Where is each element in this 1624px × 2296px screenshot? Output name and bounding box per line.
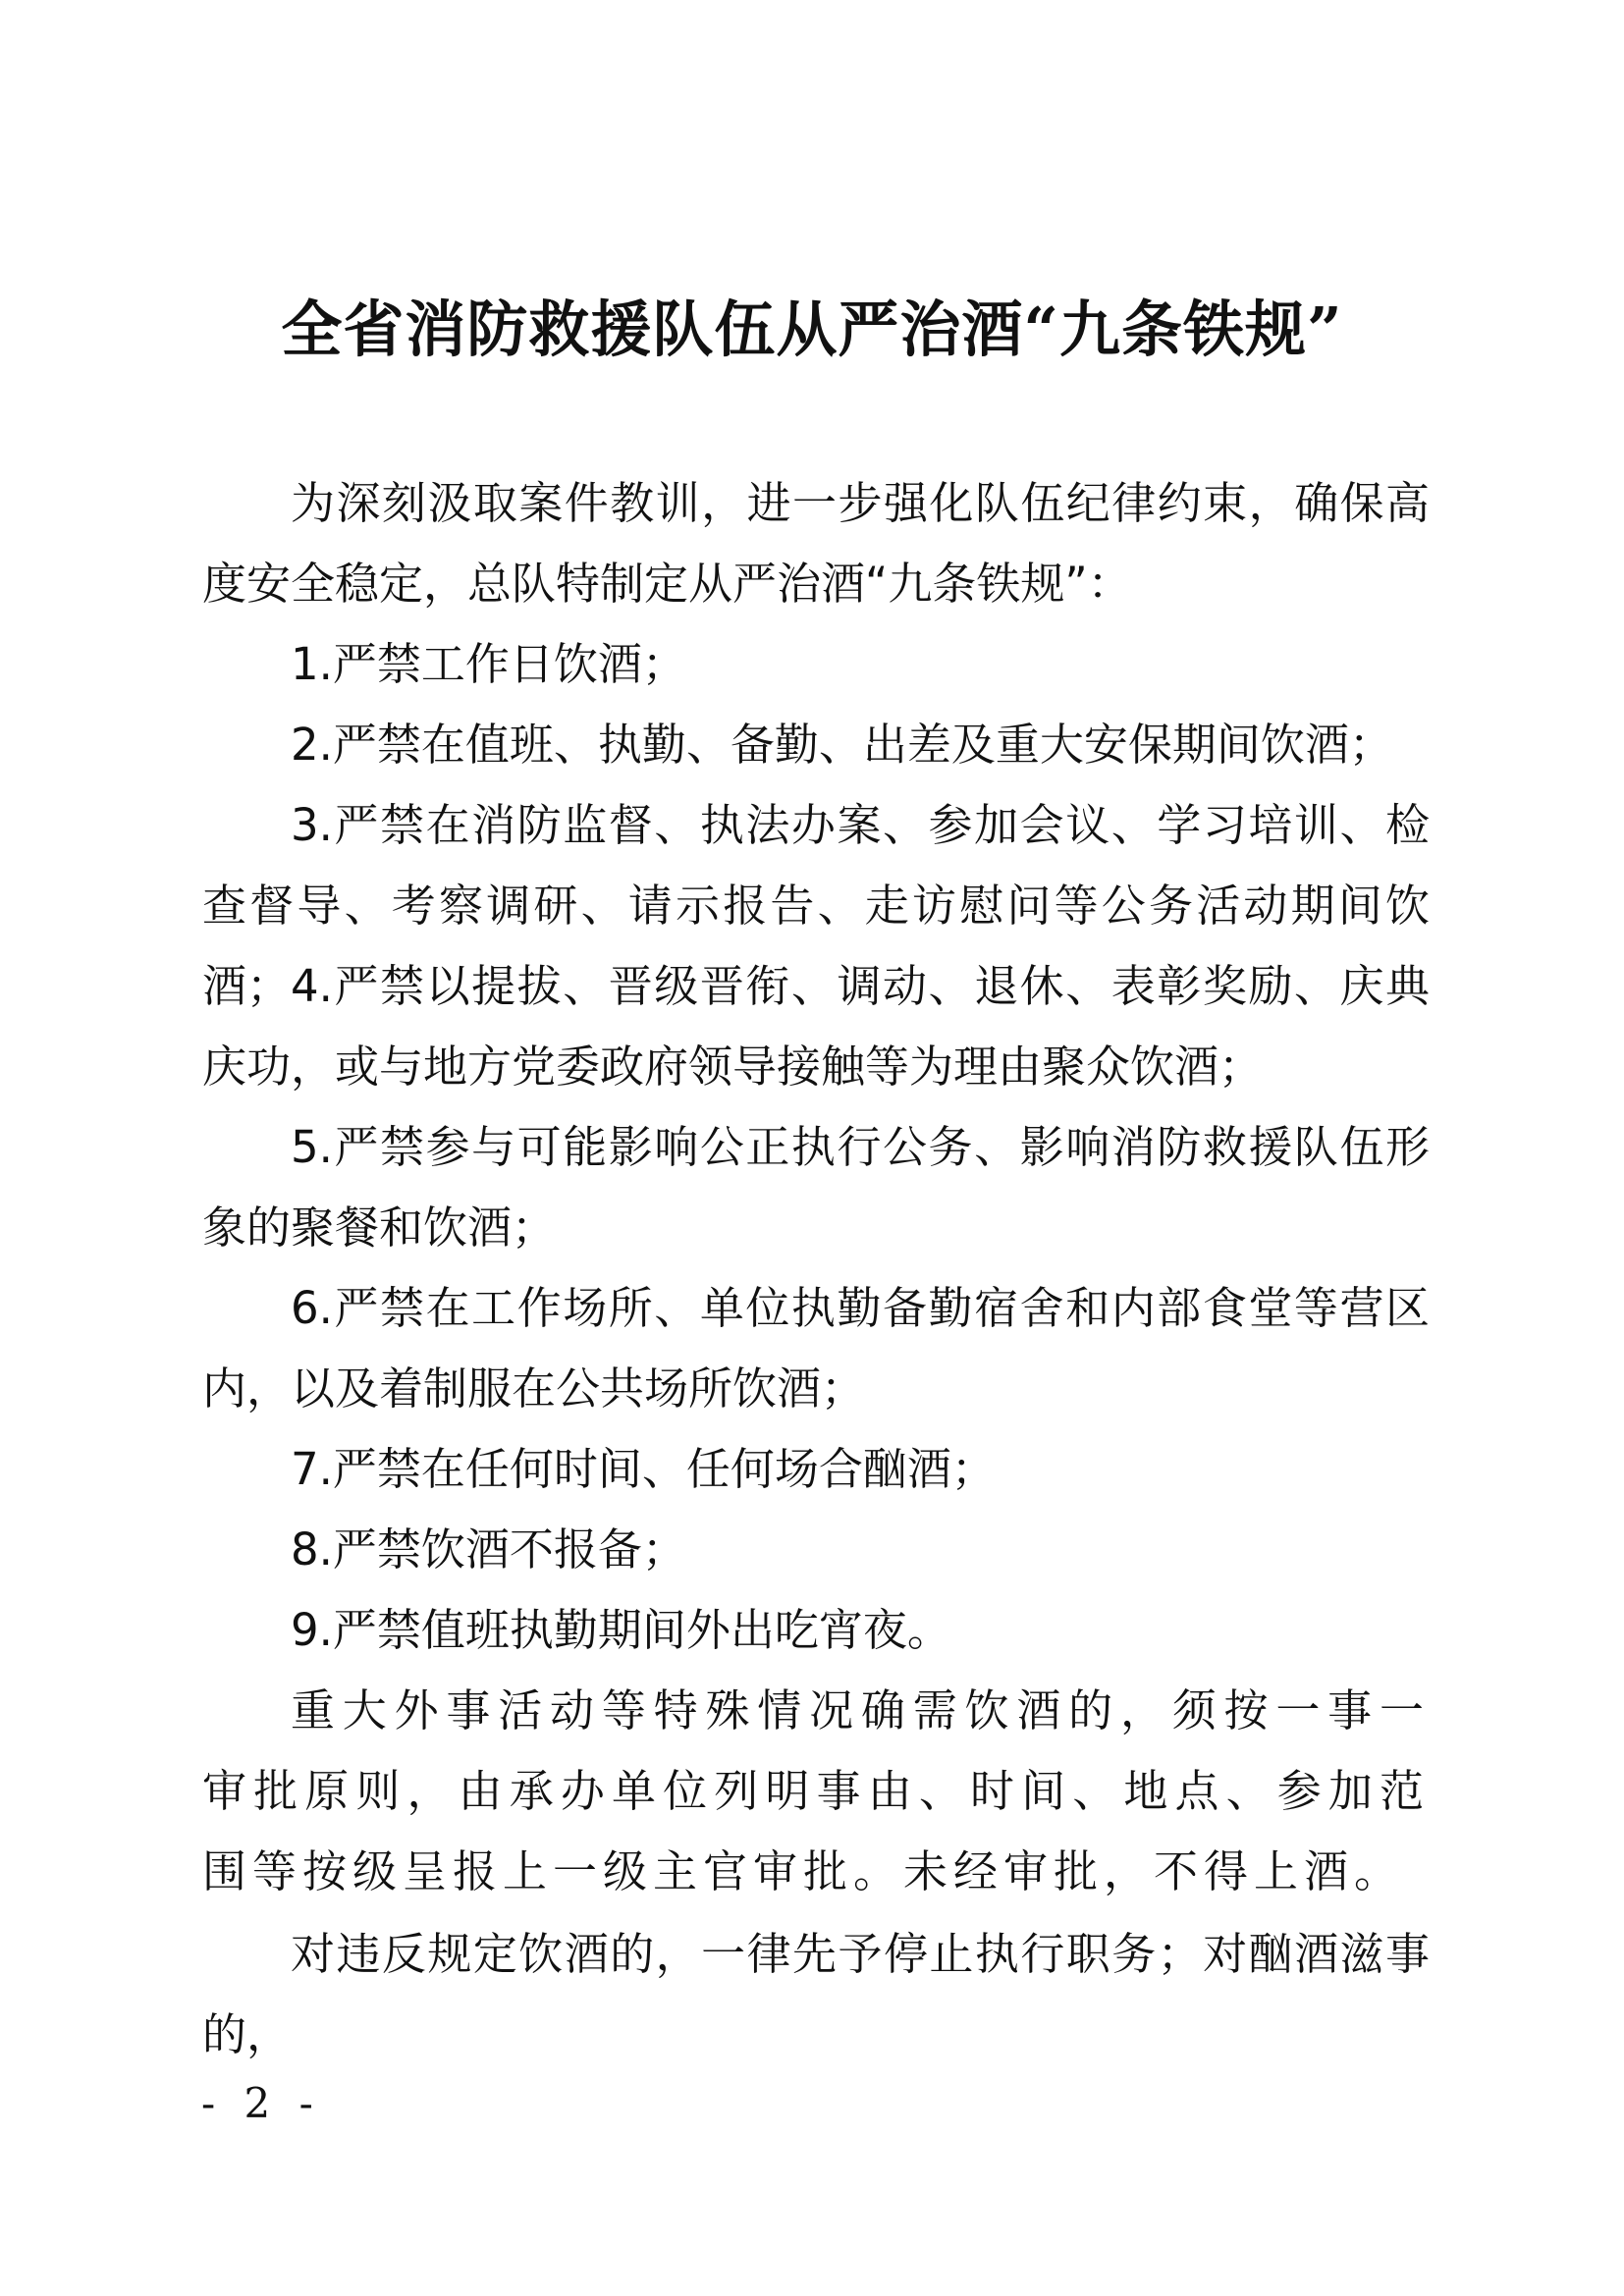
- rule-3: 3.严禁在消防监督、执法办案、参加会议、学习培训、检查督导、考察调研、请示报告、走访慰问等公务活动期间饮酒；: [202, 799, 1430, 1012]
- intro-paragraph: 为深刻汲取案件教训，进一步强化队伍纪律约束，确保高度安全稳定，总队特制定从严治酒“九条铁规”：: [202, 477, 1430, 610]
- rule-6: 6.严禁在工作场所、单位执勤备勤宿舍和内部食堂等营区内，以及着制服在公共场所饮酒；: [202, 1282, 1430, 1415]
- page-number: - 2 -: [201, 2079, 321, 2127]
- rule-1: 1.严禁工作日饮酒；: [291, 638, 686, 690]
- rule-9: 9.严禁值班执勤期间外出吃宵夜。: [291, 1604, 951, 1656]
- rule-4: 4.严禁以提拔、晋级晋衔、调动、退休、表彰奖励、庆典庆功，或与地方党委政府领导接触等为理由聚众饮酒；: [202, 960, 1430, 1093]
- rule-8: 8.严禁饮酒不报备；: [291, 1523, 686, 1575]
- rule-5: 5.严禁参与可能影响公正执行公务、影响消防救援队伍形象的聚餐和饮酒；: [202, 1121, 1430, 1254]
- special-case-paragraph: 重大外事活动等特殊情况确需饮酒的，须按一事一审批原则，由承办单位列明事由、时间、地点、参加范围等按级呈报上一级主官审批。未经审批，不得上酒。: [202, 1684, 1430, 1897]
- rule-2: 2.严禁在值班、执勤、备勤、出差及重大安保期间饮酒；: [291, 719, 1393, 771]
- violation-paragraph: 对违反规定饮酒的，一律先予停止执行职务；对酗酒滋事的，: [202, 1928, 1430, 2060]
- document-title: 全省消防救援队伍从严治酒“九条铁规”: [281, 294, 1343, 365]
- rule-7: 7.严禁在任何时间、任何场合酗酒；: [291, 1443, 996, 1495]
